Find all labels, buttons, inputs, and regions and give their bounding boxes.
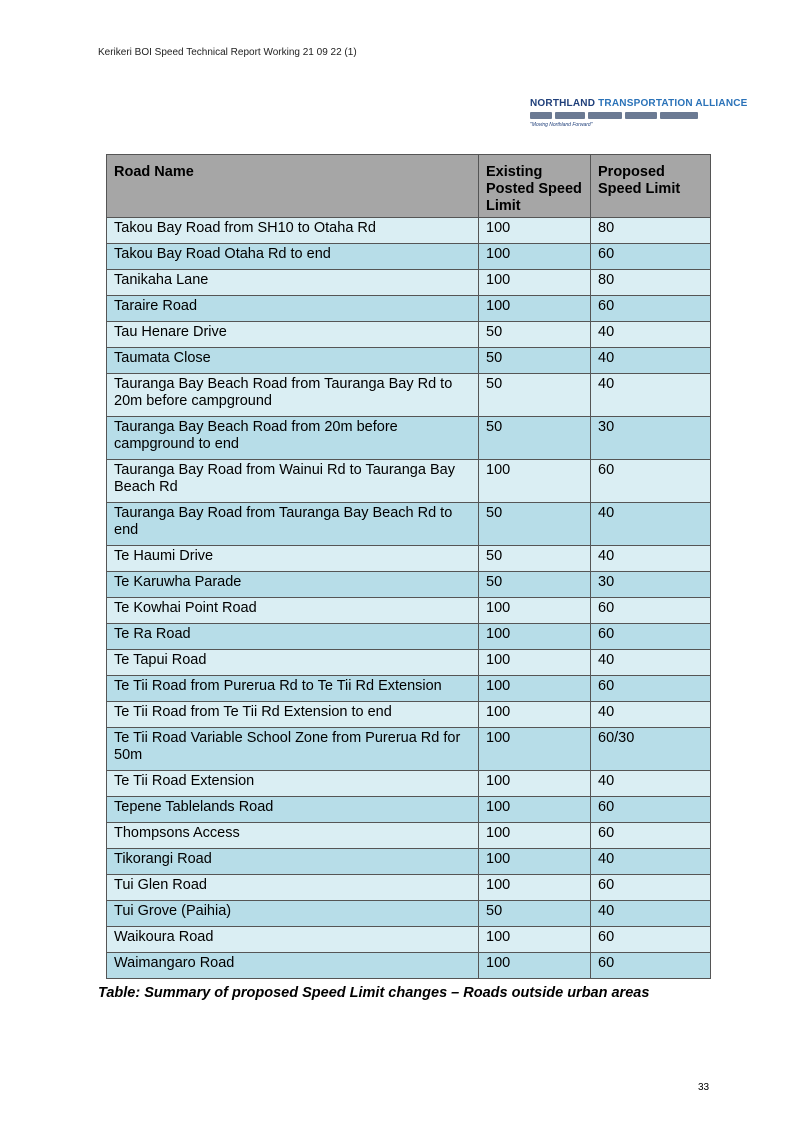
cell-existing-speed: 50 [479, 322, 591, 348]
cell-road-name: Te Karuwha Parade [107, 572, 479, 598]
cell-existing-speed: 100 [479, 823, 591, 849]
cell-existing-speed: 100 [479, 875, 591, 901]
table-row [107, 218, 711, 244]
logo-title-northland: NORTHLAND [530, 98, 596, 109]
table-body [107, 218, 711, 979]
column-header-proposed-speed: Proposed Speed Limit [591, 155, 711, 218]
cell-road-name: Waikoura Road [107, 927, 479, 953]
table-header-row [107, 155, 711, 218]
partner-logo-mark [625, 112, 657, 119]
cell-road-name: Te Haumi Drive [107, 546, 479, 572]
cell-road-name: Te Tapui Road [107, 650, 479, 676]
partner-logos-strip [530, 111, 702, 120]
cell-road-name: Taraire Road [107, 296, 479, 322]
page-number: 33 [698, 1082, 710, 1093]
cell-road-name: Thompsons Access [107, 823, 479, 849]
table-row [107, 849, 711, 875]
cell-proposed-speed: 60 [591, 927, 711, 953]
cell-existing-speed: 100 [479, 296, 591, 322]
cell-road-name: Te Ra Road [107, 624, 479, 650]
cell-road-name: Te Tii Road Variable School Zone from Purerua Rd for 50m [107, 728, 479, 771]
cell-proposed-speed: 40 [591, 849, 711, 875]
cell-proposed-speed: 60 [591, 460, 711, 503]
cell-existing-speed: 100 [479, 624, 591, 650]
cell-proposed-speed: 40 [591, 348, 711, 374]
cell-proposed-speed: 80 [591, 218, 711, 244]
cell-proposed-speed: 60/30 [591, 728, 711, 771]
cell-existing-speed: 50 [479, 374, 591, 417]
cell-existing-speed: 100 [479, 728, 591, 771]
logo-title-alliance: TRANSPORTATION ALLIANCE [598, 98, 748, 109]
cell-existing-speed: 100 [479, 598, 591, 624]
table-row [107, 771, 711, 797]
cell-existing-speed: 100 [479, 218, 591, 244]
table-row [107, 624, 711, 650]
cell-existing-speed: 100 [479, 676, 591, 702]
cell-existing-speed: 50 [479, 503, 591, 546]
table-row [107, 322, 711, 348]
cell-existing-speed: 100 [479, 702, 591, 728]
cell-existing-speed: 100 [479, 797, 591, 823]
table-row [107, 702, 711, 728]
cell-road-name: Te Tii Road from Te Tii Rd Extension to end [107, 702, 479, 728]
cell-proposed-speed: 60 [591, 875, 711, 901]
cell-road-name: Tikorangi Road [107, 849, 479, 875]
cell-existing-speed: 100 [479, 927, 591, 953]
cell-proposed-speed: 60 [591, 676, 711, 702]
cell-proposed-speed: 60 [591, 953, 711, 979]
table-row [107, 927, 711, 953]
cell-road-name: Tauranga Bay Road from Wainui Rd to Tauranga Bay Beach Rd [107, 460, 479, 503]
cell-road-name: Tauranga Bay Beach Road from 20m before campground to end [107, 417, 479, 460]
table-row [107, 676, 711, 702]
table-row [107, 901, 711, 927]
cell-existing-speed: 50 [479, 348, 591, 374]
cell-proposed-speed: 60 [591, 244, 711, 270]
cell-existing-speed: 100 [479, 849, 591, 875]
partner-logo-mark [555, 112, 585, 119]
cell-road-name: Te Tii Road Extension [107, 771, 479, 797]
cell-road-name: Tui Grove (Paihia) [107, 901, 479, 927]
cell-existing-speed: 100 [479, 244, 591, 270]
cell-proposed-speed: 40 [591, 771, 711, 797]
cell-proposed-speed: 30 [591, 572, 711, 598]
cell-existing-speed: 100 [479, 460, 591, 503]
partner-logo-mark [588, 112, 622, 119]
column-header-existing-speed: Existing Posted Speed Limit [479, 155, 591, 218]
cell-road-name: Takou Bay Road from SH10 to Otaha Rd [107, 218, 479, 244]
table-row [107, 348, 711, 374]
cell-road-name: Tau Henare Drive [107, 322, 479, 348]
cell-proposed-speed: 80 [591, 270, 711, 296]
table-row [107, 503, 711, 546]
table-row [107, 953, 711, 979]
cell-road-name: Waimangaro Road [107, 953, 479, 979]
table-row [107, 797, 711, 823]
table-row [107, 296, 711, 322]
partner-logo-mark [530, 112, 552, 119]
table-row [107, 823, 711, 849]
table-caption: Table: Summary of proposed Speed Limit changes – Roads outside urban areas [98, 985, 650, 1001]
column-header-road-name: Road Name [107, 155, 479, 218]
cell-existing-speed: 50 [479, 901, 591, 927]
cell-existing-speed: 50 [479, 417, 591, 460]
cell-existing-speed: 100 [479, 650, 591, 676]
cell-road-name: Tauranga Bay Road from Tauranga Bay Beach Rd to end [107, 503, 479, 546]
cell-road-name: Takou Bay Road Otaha Rd to end [107, 244, 479, 270]
cell-road-name: Tepene Tablelands Road [107, 797, 479, 823]
cell-proposed-speed: 40 [591, 901, 711, 927]
cell-proposed-speed: 40 [591, 546, 711, 572]
table-row [107, 244, 711, 270]
cell-proposed-speed: 60 [591, 296, 711, 322]
cell-road-name: Te Tii Road from Purerua Rd to Te Tii Rd Extension [107, 676, 479, 702]
northland-transportation-alliance-logo [530, 98, 748, 132]
table-row [107, 270, 711, 296]
cell-road-name: Te Kowhai Point Road [107, 598, 479, 624]
table-row [107, 875, 711, 901]
speed-limit-table [106, 154, 711, 979]
cell-proposed-speed: 40 [591, 374, 711, 417]
cell-road-name: Tanikaha Lane [107, 270, 479, 296]
cell-proposed-speed: 40 [591, 650, 711, 676]
partner-logo-mark [660, 112, 698, 119]
cell-proposed-speed: 40 [591, 503, 711, 546]
table-row [107, 650, 711, 676]
cell-existing-speed: 50 [479, 546, 591, 572]
cell-road-name: Tui Glen Road [107, 875, 479, 901]
cell-proposed-speed: 40 [591, 322, 711, 348]
cell-road-name: Tauranga Bay Beach Road from Tauranga Bay Rd to 20m before campground [107, 374, 479, 417]
cell-proposed-speed: 60 [591, 624, 711, 650]
cell-proposed-speed: 60 [591, 823, 711, 849]
table-row [107, 374, 711, 417]
cell-road-name: Taumata Close [107, 348, 479, 374]
cell-proposed-speed: 30 [591, 417, 711, 460]
cell-proposed-speed: 60 [591, 598, 711, 624]
table-row [107, 728, 711, 771]
document-header-title: Kerikeri BOI Speed Technical Report Working 21 09 22 (1) [98, 47, 357, 58]
table-row [107, 598, 711, 624]
cell-existing-speed: 100 [479, 953, 591, 979]
table-row [107, 572, 711, 598]
cell-existing-speed: 50 [479, 572, 591, 598]
table-row [107, 417, 711, 460]
logo-title [530, 98, 748, 109]
cell-existing-speed: 100 [479, 270, 591, 296]
logo-tagline: "Moving Northland Forward" [530, 122, 593, 128]
cell-existing-speed: 100 [479, 771, 591, 797]
cell-proposed-speed: 40 [591, 702, 711, 728]
table-row [107, 546, 711, 572]
cell-proposed-speed: 60 [591, 797, 711, 823]
table-row [107, 460, 711, 503]
